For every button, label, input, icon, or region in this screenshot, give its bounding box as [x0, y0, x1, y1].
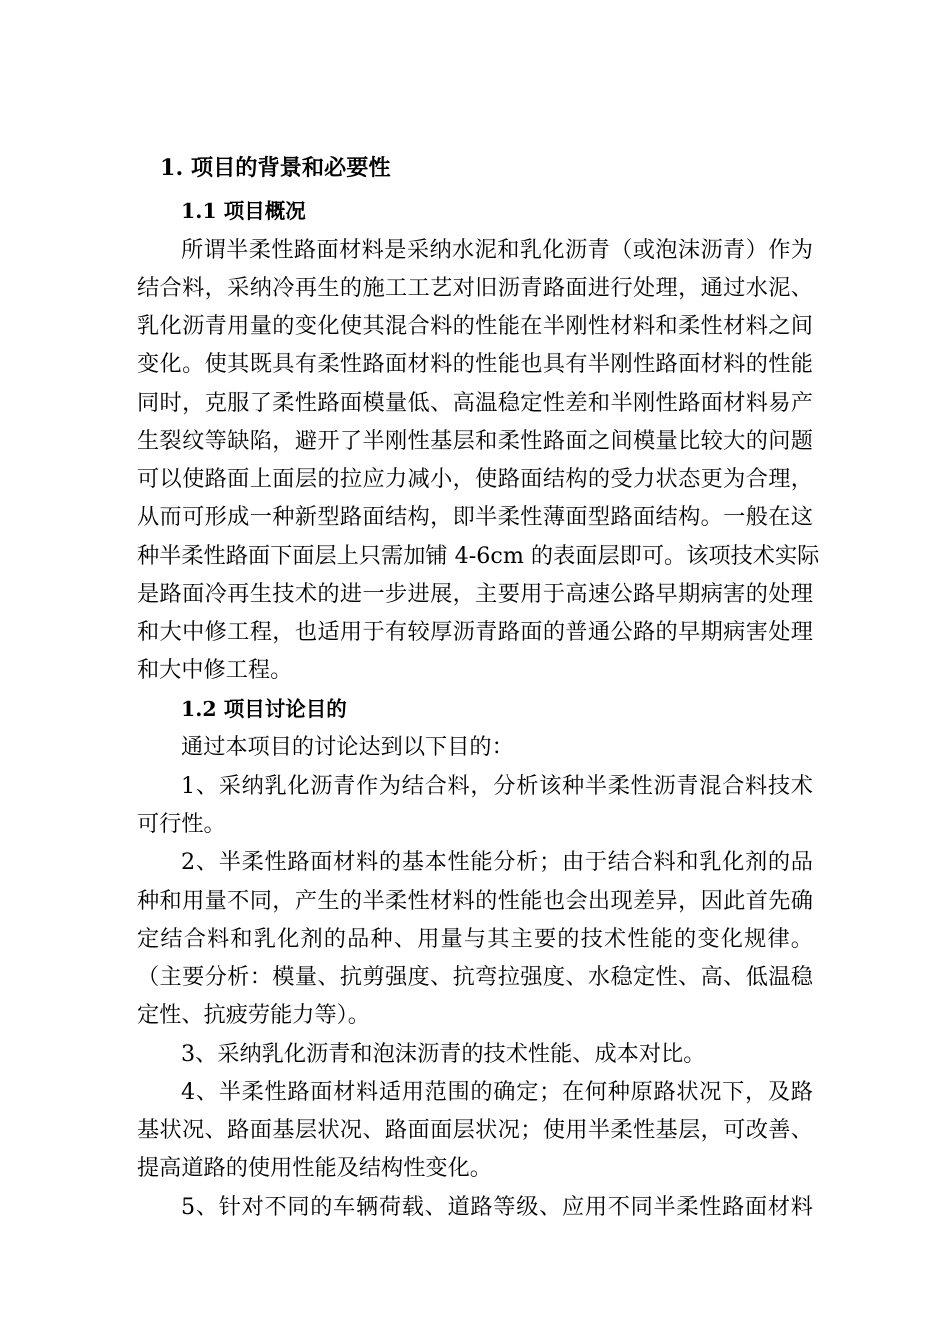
- paragraph-line: 变化。使其既具有柔性路面材料的性能也具有半刚性路面材料的性能: [137, 351, 813, 377]
- paragraph-line: 种半柔性路面下面层上只需加铺 4-6cm 的表面层即可。该项技术实际: [137, 543, 820, 569]
- paragraph-line: 种和用量不同，产生的半柔性材料的性能也会出现差异，因此首先确: [137, 888, 813, 914]
- paragraph-line: 同时，克服了柔性路面模量低、高温稳定性差和半刚性路面材料易产: [137, 390, 813, 416]
- section-heading: 1. 项目的背景和必要性: [160, 155, 391, 181]
- paragraph-line: 可行性。: [137, 811, 226, 837]
- paragraph-line: 提高道路的使用性能及结构性变化。: [137, 1155, 492, 1181]
- objectives-intro: 通过本项目的讨论达到以下目的：: [181, 734, 514, 760]
- paragraph-line: 基状况、路面基层状况、路面面层状况；使用半柔性基层，可改善、: [137, 1117, 813, 1143]
- paragraph-line: 从而可形成一种新型路面结构，即半柔性薄面型路面结构。一般在这: [137, 504, 813, 530]
- paragraph-line: 结合料，采纳冷再生的施工工艺对旧沥青路面进行处理，通过水泥、: [137, 275, 813, 301]
- paragraph-line: 和大中修工程。: [137, 657, 293, 683]
- paragraph-line: 可以使路面上面层的拉应力减小，使路面结构的受力状态更为合理，: [137, 466, 813, 492]
- paragraph-line: 是路面冷再生技术的进一步进展，主要用于高速公路早期病害的处理: [137, 581, 813, 607]
- paragraph-line: 和大中修工程，也适用于有较厚沥青路面的普通公路的早期病害处理: [137, 619, 813, 645]
- objective-item-3: 3、采纳乳化沥青和泡沫沥青的技术性能、成本对比。: [181, 1041, 706, 1067]
- objective-item-5: 5、针对不同的车辆荷载、道路等级、应用不同半柔性路面材料: [181, 1194, 813, 1220]
- paragraph-line: 2、半柔性路面材料的基本性能分析；由于结合料和乳化剂的品: [181, 849, 813, 875]
- paragraph-line: 所谓半柔性路面材料是采纳水泥和乳化沥青（或泡沫沥青）作为: [181, 237, 813, 263]
- paragraph-line: 乳化沥青用量的变化使其混合料的性能在半刚性材料和柔性材料之间: [137, 313, 813, 339]
- paragraph-line: 1、采纳乳化沥青作为结合料，分析该种半柔性沥青混合料技术: [181, 773, 813, 799]
- paragraph-line: 生裂纹等缺陷，避开了半刚性基层和柔性路面之间模量比较大的问题: [137, 428, 813, 454]
- subsection-heading-overview: 1.1 项目概况: [181, 199, 306, 223]
- subsection-heading-objectives: 1.2 项目讨论目的: [181, 697, 347, 721]
- paragraph-line: 定结合料和乳化剂的品种、用量与其主要的技术性能的变化规律。: [137, 926, 813, 952]
- paragraph-line: 定性、抗疲劳能力等）。: [137, 1002, 370, 1028]
- paragraph-line: （主要分析：模量、抗剪强度、抗弯拉强度、水稳定性、高、低温稳: [137, 964, 813, 990]
- paragraph-line: 4、半柔性路面材料适用范围的确定；在何种原路状况下，及路: [181, 1079, 813, 1105]
